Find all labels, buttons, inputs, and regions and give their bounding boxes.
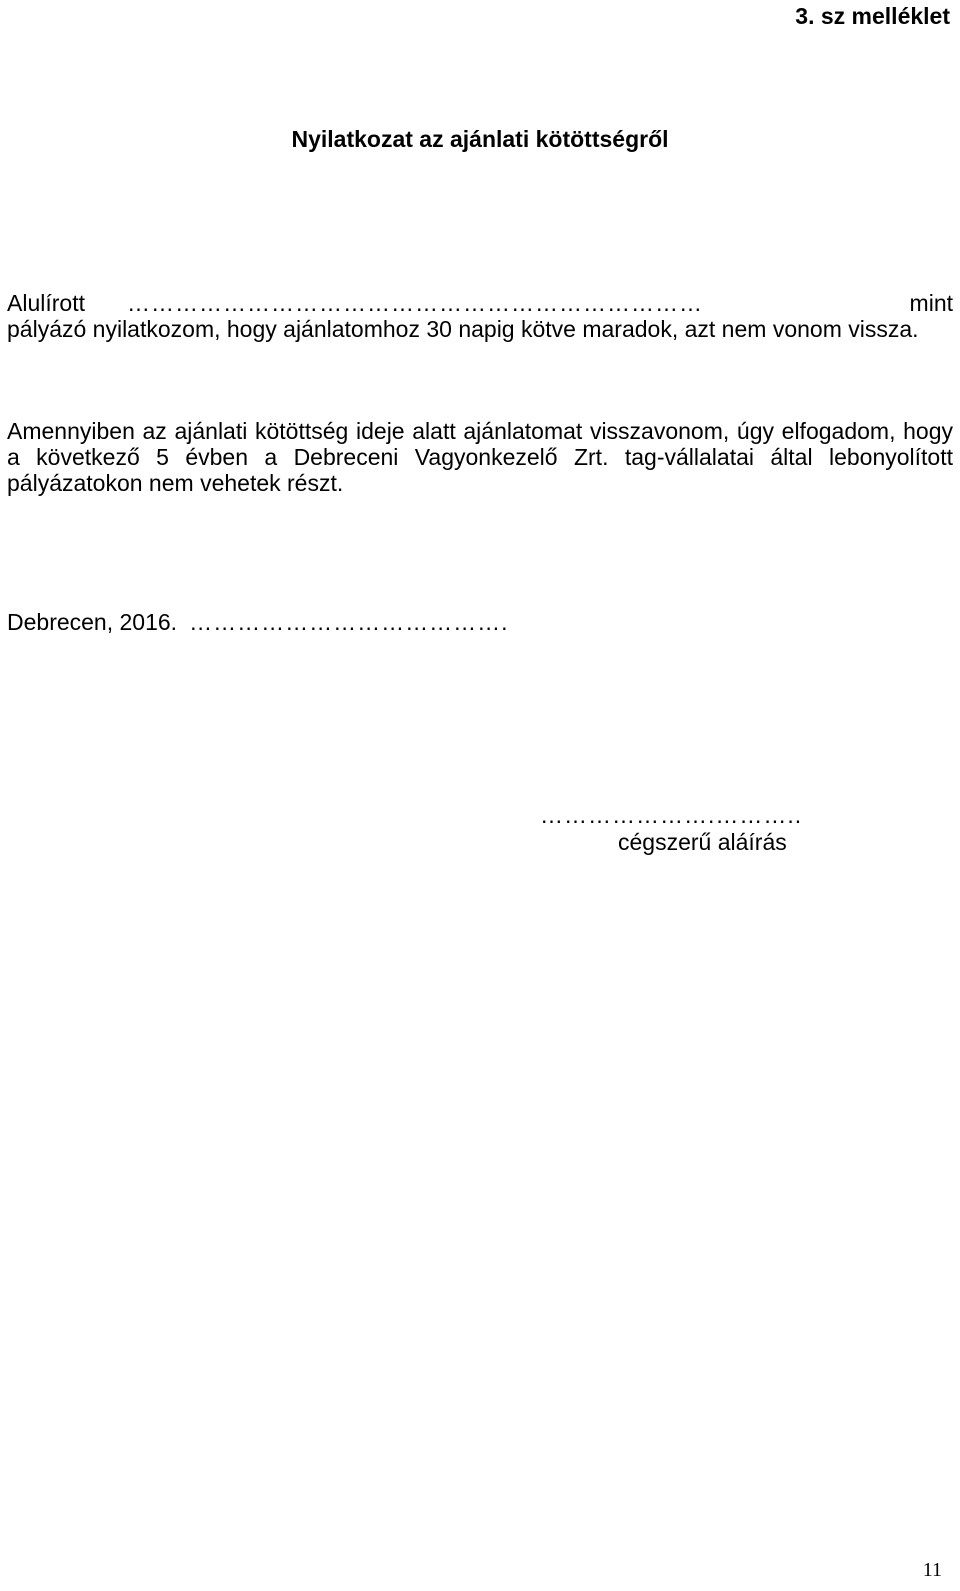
signature-blank-field: ………………….……….. <box>540 802 803 828</box>
signature-label: cégszerű aláírás <box>618 829 787 855</box>
date-blank-field: …………………………………. <box>189 609 509 635</box>
page-number: 11 <box>922 1559 942 1581</box>
place-date-line <box>7 608 508 636</box>
undersigned-label: Alulírott <box>7 290 85 316</box>
declaration-text: pályázó nyilatkozom, hogy ajánlatomhoz 30 napig kötve maradok, azt nem vonom vissza. <box>7 316 919 342</box>
withdrawal-paragraph: Amennyiben az ajánlati kötöttség ideje alatt ajánlatomat visszavonom, úgy elfogadom, hogy a következő 5 évben a Debreceni Vagyonkezelő Zrt. tag-vállalatai által lebonyolított pályázatokon nem vehetek részt. <box>7 418 953 496</box>
document-title: Nyilatkozat az ajánlati kötöttségről <box>291 126 669 152</box>
name-blank-field: ……………………………………………………………… <box>126 290 703 316</box>
place-date-text: Debrecen, 2016. <box>7 609 178 635</box>
declaration-paragraph <box>7 290 953 342</box>
annex-label: 3. sz melléklet <box>795 3 950 29</box>
name-line <box>7 290 953 316</box>
as-label: mint <box>909 290 953 316</box>
